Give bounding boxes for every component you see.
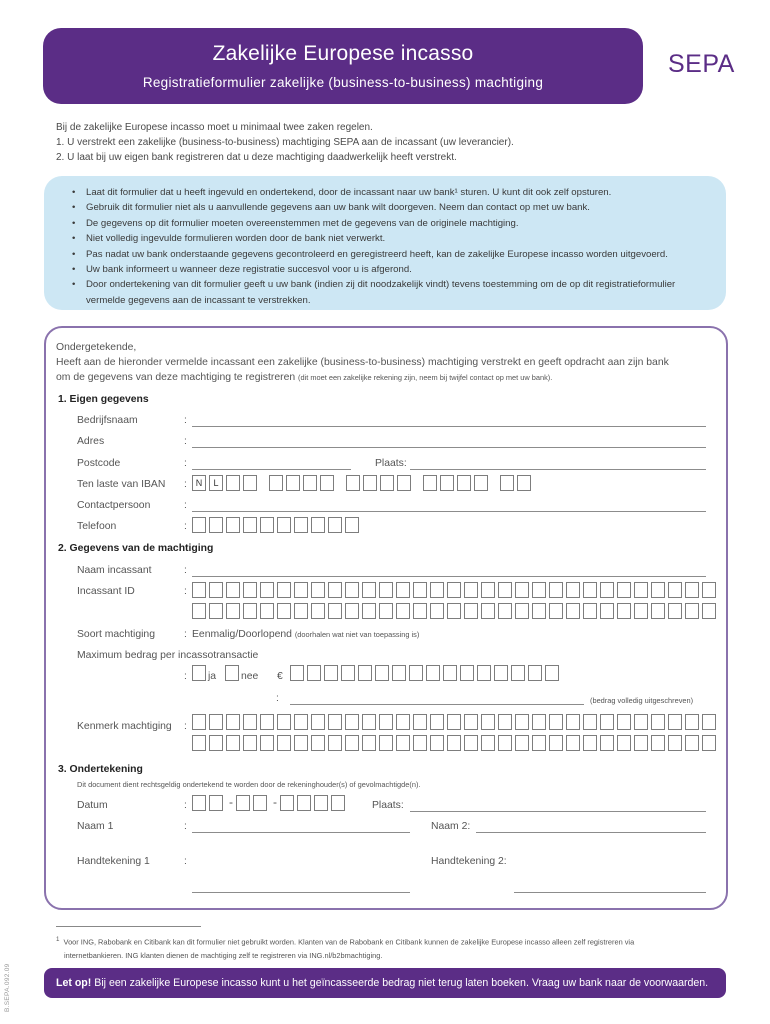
id-box[interactable] [243, 603, 257, 619]
kenmerk-box[interactable] [260, 714, 274, 730]
iban-box[interactable] [226, 475, 240, 491]
id-box[interactable] [345, 603, 359, 619]
bedrag-box[interactable] [358, 665, 372, 681]
colon: : [184, 671, 187, 682]
id-box[interactable] [600, 582, 614, 598]
kenmerk-box[interactable] [498, 714, 512, 730]
form-subtitle: Registratieformulier zakelijke (business-to-business) machtiging [142, 75, 544, 90]
kenmerk-box[interactable] [617, 714, 631, 730]
kenmerk-box[interactable] [481, 714, 495, 730]
id-box[interactable] [685, 603, 699, 619]
kenmerk-row2[interactable] [192, 735, 719, 751]
id-box[interactable] [566, 582, 580, 598]
contactpersoon-label: Contactpersoon [77, 500, 151, 511]
iban-box[interactable] [397, 475, 411, 491]
iban-box[interactable] [500, 475, 514, 491]
incassant-id-label: Incassant ID [77, 586, 135, 597]
bedrag-uitgeschreven-field[interactable] [290, 704, 584, 705]
kenmerk-box[interactable] [209, 735, 223, 751]
bedrag-box[interactable] [511, 665, 525, 681]
id-box[interactable] [413, 582, 427, 598]
postcode-field[interactable] [192, 469, 351, 470]
telefoon-box[interactable] [226, 517, 240, 533]
ja-option[interactable] [192, 665, 209, 681]
id-box[interactable] [583, 582, 597, 598]
form-title: Zakelijke Europese incasso [212, 42, 474, 65]
kenmerk-box[interactable] [600, 714, 614, 730]
opening-note: (dit moet een zakelijke rekening zijn, neem bij twijfel contact op met uw bank). [298, 373, 553, 382]
kenmerk-label: Kenmerk machtiging [77, 721, 172, 732]
kenmerk-box[interactable] [549, 735, 563, 751]
bedrijfsnaam-field[interactable] [192, 426, 706, 427]
kenmerk-box[interactable] [226, 714, 240, 730]
contactpersoon-field[interactable] [192, 511, 706, 512]
kenmerk-box[interactable] [192, 735, 206, 751]
kenmerk-box[interactable] [328, 714, 342, 730]
datum-box[interactable] [209, 795, 223, 811]
kenmerk-box[interactable] [549, 714, 563, 730]
id-box[interactable] [566, 603, 580, 619]
naam2-field[interactable] [476, 832, 706, 833]
intro-line: 2. U laat bij uw eigen bank registreren dat u deze machtiging daadwerkelijk heeft verstrekt. [56, 152, 457, 163]
kenmerk-box[interactable] [532, 714, 546, 730]
id-box[interactable] [277, 582, 291, 598]
colon: : [184, 521, 187, 532]
iban-box[interactable] [380, 475, 394, 491]
instruction-item: • Pas nadat uw bank onderstaande gegevens gecontroleerd en geregistreerd heeft, kan de zakelijke Europese incasso worden uitgevoerd. [74, 247, 716, 262]
footnote-mark: 1 [56, 936, 60, 943]
kenmerk-box[interactable] [311, 735, 325, 751]
id-box[interactable] [685, 582, 699, 598]
kenmerk-box[interactable] [277, 735, 291, 751]
id-box[interactable] [617, 603, 631, 619]
handtekening2-field[interactable] [514, 892, 706, 893]
datum-box[interactable] [297, 795, 311, 811]
id-box[interactable] [277, 603, 291, 619]
form-code: B.SEPA.092.09 [4, 963, 11, 1012]
adres-field[interactable] [192, 447, 706, 448]
id-box[interactable] [447, 582, 461, 598]
id-box[interactable] [209, 603, 223, 619]
bedrag-box[interactable] [375, 665, 389, 681]
naam-incassant-field[interactable] [192, 576, 706, 577]
id-box[interactable] [549, 603, 563, 619]
kenmerk-box[interactable] [566, 714, 580, 730]
kenmerk-box[interactable] [702, 735, 716, 751]
kenmerk-box[interactable] [243, 714, 257, 730]
footnote [56, 933, 716, 963]
id-box[interactable] [600, 603, 614, 619]
id-box[interactable] [702, 603, 716, 619]
kenmerk-box[interactable] [685, 735, 699, 751]
bedrag-box[interactable] [460, 665, 474, 681]
kenmerk-box[interactable] [209, 714, 223, 730]
id-box[interactable] [260, 582, 274, 598]
kenmerk-box[interactable] [430, 735, 444, 751]
telefoon-box[interactable] [345, 517, 359, 533]
id-box[interactable] [328, 582, 342, 598]
kenmerk-box[interactable] [396, 735, 410, 751]
telefoon-box[interactable] [328, 517, 342, 533]
nee-label: nee [241, 671, 259, 682]
kenmerk-box[interactable] [192, 714, 206, 730]
bedrijfsnaam-label: Bedrijfsnaam [77, 415, 138, 426]
iban-box[interactable] [457, 475, 471, 491]
id-box[interactable] [413, 603, 427, 619]
id-box[interactable] [515, 582, 529, 598]
colon: : [184, 721, 187, 732]
footnote-line: Voor ING, Rabobank en Citibank kan dit formulier niet gebruikt worden. Klanten van de Rabobank en Citibank kunnen de zakelijke Europese incasso alleen zelf registreren via [63, 937, 635, 947]
colon: : [276, 693, 279, 704]
kenmerk-box[interactable] [651, 735, 665, 751]
telefoon-box[interactable] [192, 517, 206, 533]
handtekening1-label: Handtekening 1 [77, 856, 150, 867]
id-box[interactable] [345, 582, 359, 598]
bedrag-box[interactable] [426, 665, 440, 681]
colon: : [184, 856, 187, 867]
id-box[interactable] [515, 603, 529, 619]
kenmerk-box[interactable] [583, 735, 597, 751]
id-box[interactable] [226, 603, 240, 619]
iban-box[interactable] [440, 475, 454, 491]
section-ondertekening: 3. Ondertekening [58, 764, 143, 775]
kenmerk-box[interactable] [277, 714, 291, 730]
bedrag-box[interactable] [392, 665, 406, 681]
kenmerk-box[interactable] [464, 735, 478, 751]
datum-box[interactable] [280, 795, 294, 811]
plaats2-label: Plaats: [372, 800, 404, 811]
section-machtiging: 2. Gegevens van de machtiging [58, 543, 214, 554]
soort-note: (doorhalen wat niet van toepassing is) [294, 630, 420, 639]
form-header [43, 28, 643, 104]
telefoon-box[interactable] [260, 517, 274, 533]
datum-box[interactable] [253, 795, 267, 811]
id-box[interactable] [260, 603, 274, 619]
kenmerk-box[interactable] [362, 714, 376, 730]
bedrag-field[interactable] [290, 665, 562, 681]
id-box[interactable] [549, 582, 563, 598]
telefoon-label: Telefoon [77, 521, 117, 532]
warning-text: Bij een zakelijke Europese incasso kunt u het geïncasseerde bedrag niet terug laten boeken. Vraag uw bank naar de voorwaarden. [94, 977, 709, 989]
id-box[interactable] [226, 582, 240, 598]
kenmerk-box[interactable] [634, 714, 648, 730]
incassant-id-row1[interactable] [192, 582, 719, 598]
datum-box[interactable] [192, 795, 206, 811]
bedrag-box[interactable] [477, 665, 491, 681]
max-bedrag-label: Maximum bedrag per incassotransactie [77, 650, 259, 661]
naam-incassant-label: Naam incassant [77, 565, 152, 576]
kenmerk-box[interactable] [379, 714, 393, 730]
kenmerk-box[interactable] [362, 735, 376, 751]
iban-box[interactable] [286, 475, 300, 491]
telefoon-box[interactable] [209, 517, 223, 533]
intro-line: Bij de zakelijke Europese incasso moet u minimaal twee zaken regelen. [56, 122, 373, 133]
ja-checkbox[interactable] [192, 665, 206, 681]
bedrag-box[interactable] [409, 665, 423, 681]
id-box[interactable] [362, 603, 376, 619]
iban-label: Ten laste van IBAN [77, 479, 166, 490]
kenmerk-box[interactable] [634, 735, 648, 751]
postcode-label: Postcode [77, 458, 121, 469]
sepa-logo: SEPA [668, 50, 735, 78]
colon: : [184, 458, 187, 469]
opening-line: Ondergetekende, [56, 342, 137, 353]
instruction-item: • Niet volledig ingevulde formulieren worden door de bank niet verwerkt. [74, 231, 716, 246]
datum-box[interactable] [314, 795, 328, 811]
bedrag-note: (bedrag volledig uitgeschreven) [590, 696, 694, 705]
datum-box[interactable] [236, 795, 250, 811]
kenmerk-box[interactable] [413, 735, 427, 751]
id-box[interactable] [532, 582, 546, 598]
iban-box[interactable] [346, 475, 360, 491]
instruction-item: • Gebruik dit formulier niet als u aanvullende gegevens aan uw bank wilt doorgeven. Neem dan contact op met uw bank. [74, 200, 716, 215]
id-box[interactable] [362, 582, 376, 598]
opening-text: om de gegevens van deze machtiging te registreren [56, 372, 296, 383]
id-box[interactable] [532, 603, 546, 619]
telefoon-box[interactable] [294, 517, 308, 533]
kenmerk-row1[interactable] [192, 714, 719, 730]
kenmerk-box[interactable] [345, 735, 359, 751]
kenmerk-box[interactable] [702, 714, 716, 730]
id-box[interactable] [702, 582, 716, 598]
iban-box[interactable] [243, 475, 257, 491]
handtekening1-field[interactable] [192, 892, 410, 893]
kenmerk-box[interactable] [260, 735, 274, 751]
colon: : [184, 821, 187, 832]
instruction-item: • De gegevens op dit formulier moeten overeenstemmen met de gegevens van de originele machtiging. [74, 216, 716, 231]
plaats-field[interactable] [410, 469, 706, 470]
telefoon-field[interactable] [192, 517, 362, 533]
id-box[interactable] [668, 582, 682, 598]
kenmerk-box[interactable] [294, 735, 308, 751]
id-box[interactable] [498, 582, 512, 598]
colon: : [184, 565, 187, 576]
bedrag-box[interactable] [528, 665, 542, 681]
id-box[interactable] [464, 582, 478, 598]
kenmerk-box[interactable] [566, 735, 580, 751]
iban-box[interactable] [303, 475, 317, 491]
id-box[interactable] [209, 582, 223, 598]
ja-label: ja [208, 671, 217, 682]
instruction-item: • Door ondertekening van dit formulier geeft u uw bank (indien zij dit noodzakelijk vindt) tevens toestemming om de op dit registratieformulier vermelde gegevens aan de incassant te verstrekken. [74, 277, 716, 308]
id-box[interactable] [583, 603, 597, 619]
kenmerk-box[interactable] [464, 714, 478, 730]
warning-bold: Let op! [56, 977, 92, 989]
section-eigen-gegevens: 1. Eigen gegevens [58, 394, 149, 405]
adres-label: Adres [77, 436, 105, 447]
intro-line: 1. U verstrekt een zakelijke (business-to-business) machtiging SEPA aan de incassant (uw leverancier). [56, 137, 514, 148]
id-box[interactable] [294, 582, 308, 598]
handtekening2-label: Handtekening 2: [431, 856, 507, 867]
bedrag-box[interactable] [545, 665, 559, 681]
id-box[interactable] [481, 603, 495, 619]
instructions-box [44, 176, 726, 310]
bedrag-box[interactable] [290, 665, 304, 681]
footnote-line: internetbankieren. ING klanten dienen de machtiging zelf te registreren via ING.nl/b2bmachtiging. [64, 951, 383, 961]
iban-box[interactable] [517, 475, 531, 491]
id-box[interactable] [294, 603, 308, 619]
id-box[interactable] [328, 603, 342, 619]
euro-sign: € [277, 671, 283, 682]
id-box[interactable] [430, 603, 444, 619]
colon: : [184, 436, 187, 447]
id-box[interactable] [396, 582, 410, 598]
kenmerk-box[interactable] [498, 735, 512, 751]
colon: : [184, 500, 187, 511]
iban-field[interactable] [192, 475, 534, 491]
id-box[interactable] [379, 582, 393, 598]
colon: : [184, 586, 187, 597]
colon: : [184, 479, 187, 490]
id-box[interactable] [379, 603, 393, 619]
kenmerk-box[interactable] [668, 735, 682, 751]
instruction-item: • Uw bank informeert u wanneer deze registratie succesvol voor u is afgerond. [74, 262, 716, 277]
iban-box[interactable] [320, 475, 334, 491]
iban-box: L [209, 475, 223, 491]
kenmerk-box[interactable] [447, 714, 461, 730]
soort-label: Soort machtiging [77, 629, 155, 640]
telefoon-box[interactable] [243, 517, 257, 533]
nee-option[interactable] [225, 665, 242, 681]
telefoon-box[interactable] [277, 517, 291, 533]
kenmerk-box[interactable] [515, 714, 529, 730]
id-box[interactable] [396, 603, 410, 619]
datum-box[interactable] [331, 795, 345, 811]
id-box[interactable] [430, 582, 444, 598]
kenmerk-box[interactable] [447, 735, 461, 751]
kenmerk-box[interactable] [583, 714, 597, 730]
soort-value[interactable] [192, 629, 419, 640]
datum-field[interactable]: - - [192, 795, 348, 811]
kenmerk-box[interactable] [328, 735, 342, 751]
kenmerk-box[interactable] [651, 714, 665, 730]
id-box[interactable] [311, 603, 325, 619]
id-box[interactable] [634, 582, 648, 598]
iban-box[interactable] [474, 475, 488, 491]
bedrag-box[interactable] [341, 665, 355, 681]
id-box[interactable] [243, 582, 257, 598]
kenmerk-box[interactable] [617, 735, 631, 751]
opening-line [56, 372, 552, 383]
kenmerk-box[interactable] [481, 735, 495, 751]
iban-box[interactable] [423, 475, 437, 491]
kenmerk-box[interactable] [668, 714, 682, 730]
instruction-item: • Laat dit formulier dat u heeft ingevuld en ondertekend, door de incassant naar uw bank¹ sturen. U kunt dit ook zelf opsturen. [74, 185, 716, 200]
id-box[interactable] [651, 582, 665, 598]
iban-box: N [192, 475, 206, 491]
iban-box[interactable] [269, 475, 283, 491]
incassant-id-row2[interactable] [192, 603, 719, 619]
kenmerk-box[interactable] [396, 714, 410, 730]
kenmerk-box[interactable] [294, 714, 308, 730]
bedrag-box[interactable] [307, 665, 321, 681]
intro-text [56, 120, 514, 165]
naam2-label: Naam 2: [431, 821, 471, 832]
nee-checkbox[interactable] [225, 665, 239, 681]
id-box[interactable] [192, 582, 206, 598]
id-box[interactable] [634, 603, 648, 619]
id-box[interactable] [192, 603, 206, 619]
telefoon-box[interactable] [311, 517, 325, 533]
naam1-label: Naam 1 [77, 821, 114, 832]
opening-line: Heeft aan de hieronder vermelde incassant een zakelijke (business-to-business) machtiging verstrekt en geeft opdracht aan zijn bank [56, 357, 669, 368]
colon: : [184, 629, 187, 640]
id-box[interactable] [651, 603, 665, 619]
colon: : [184, 415, 187, 426]
id-box[interactable] [668, 603, 682, 619]
kenmerk-box[interactable] [532, 735, 546, 751]
kenmerk-box[interactable] [600, 735, 614, 751]
kenmerk-box[interactable] [379, 735, 393, 751]
kenmerk-box[interactable] [311, 714, 325, 730]
colon: : [184, 800, 187, 811]
id-box[interactable] [464, 603, 478, 619]
datum-label: Datum [77, 800, 108, 811]
warning-banner [44, 968, 726, 998]
iban-box[interactable] [363, 475, 377, 491]
kenmerk-box[interactable] [685, 714, 699, 730]
id-box[interactable] [498, 603, 512, 619]
id-box[interactable] [311, 582, 325, 598]
kenmerk-box[interactable] [413, 714, 427, 730]
bedrag-box[interactable] [443, 665, 457, 681]
sign-note: Dit document dient rechtsgeldig ondertekend te worden door de rekeninghouder(s) of gevolmachtigde(n). [77, 780, 421, 789]
kenmerk-box[interactable] [430, 714, 444, 730]
soort-options[interactable]: Eenmalig/Doorlopend [192, 629, 292, 640]
bedrag-box[interactable] [494, 665, 508, 681]
kenmerk-box[interactable] [345, 714, 359, 730]
kenmerk-box[interactable] [226, 735, 240, 751]
bedrag-box[interactable] [324, 665, 338, 681]
footnote-rule [56, 926, 201, 927]
id-box[interactable] [617, 582, 631, 598]
plaats2-field[interactable] [410, 811, 706, 812]
id-box[interactable] [481, 582, 495, 598]
kenmerk-box[interactable] [243, 735, 257, 751]
kenmerk-box[interactable] [515, 735, 529, 751]
naam1-field[interactable] [192, 832, 410, 833]
plaats-label: Plaats: [375, 458, 407, 469]
id-box[interactable] [447, 603, 461, 619]
